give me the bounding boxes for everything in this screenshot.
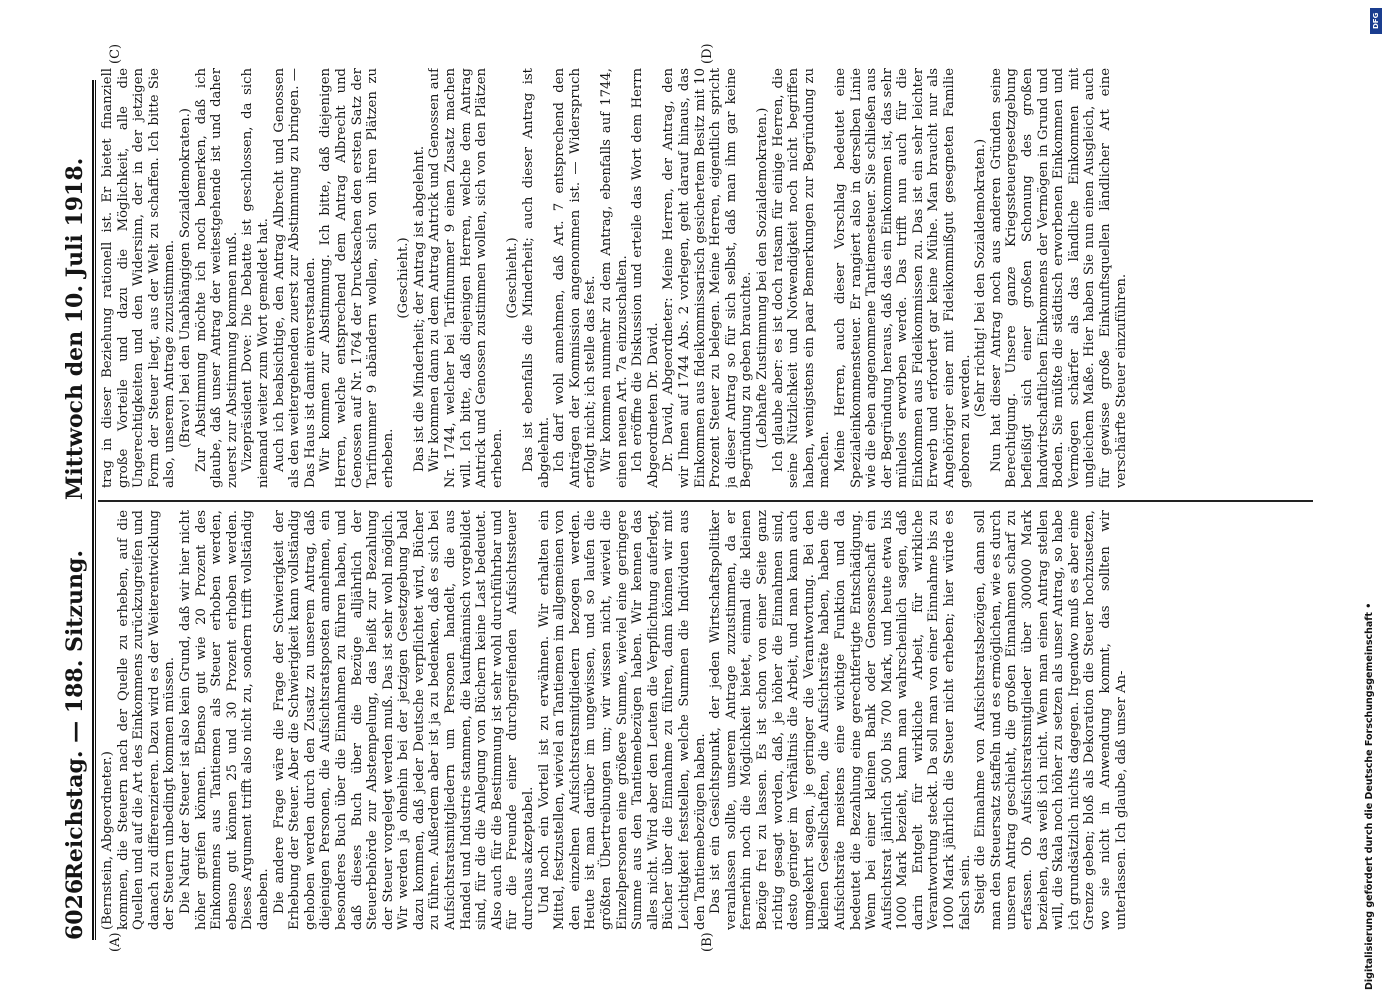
- paragraph: Nun hat dieser Antrag noch aus anderen Gründen seine Berechtigung. Unsere ganze Kriegssteuergesetzgebung befleißigt sich einer großen Schonung des großen landwirtschaftlichen Einkommens der Vermögen in Grund und Boden. Sie müßte die städtisch erworbenen Einkommen und Vermögen schärfer als das ländliche Einkommen mit ungleichem Maße. Hier haben Sie nun einen Ausgleich, auch für gewisse große Einkunftsquellen ländlicher Art eine verschärfte Steuer einzuführen.: [988, 68, 1129, 488]
- paragraph: Wir kommen dann zu dem Antrag Antrick und Genossen auf Nr. 1744, welcher bei Tarifnummer 9 einen Zusatz machen will. Ich bitte, daß diejenigen Herren, welche dem Antrag Antrick und Genossen zustimmen wollen, sich von den Plätzen erheben.: [427, 68, 505, 488]
- margin-marker-a: (A): [108, 932, 123, 952]
- margin-marker-c: (C): [108, 43, 123, 64]
- interjection: (Geschieht.): [505, 237, 521, 319]
- interjection: (Lebhafte Zustimmung bei den Sozialdemokraten.): [754, 107, 770, 449]
- left-column: [100, 510, 1310, 930]
- paragraph: Auch ich beabsichtige, den Antrag Albrecht und Genossen als den weitergehenden zuerst zur Abstimmung zu bringen. — Das Haus ist damit einverstanden.: [271, 68, 318, 488]
- page-number: 6026: [62, 878, 88, 940]
- paragraph: Ich darf wohl annehmen, daß Art. 7 entsprechend den Anträgen der Kommission angenommen ist. — Widerspruch erfolgt nicht; ich stelle das fest.: [552, 68, 599, 488]
- paragraph: Ich eröffne die Diskussion und erteile das Wort dem Herrn Abgeordneten Dr. David.: [630, 68, 661, 488]
- paragraph: Das ist die Minderheit; der Antrag ist abgelehnt.: [411, 145, 427, 472]
- interjection: (Geschieht.): [396, 237, 412, 319]
- dfg-logo-icon: DFG: [1370, 8, 1382, 34]
- paragraph: Meine Herren, auch dieser Vorschlag bedeutet eine Spezialeinkommensteuer. Er rangiert also in derselben Linie wie die eben angenommene Tantiemesteuer. Sie schließen aus der Begründung heraus, daß das ein Einkommen ist, das sehr mühelos erworben werde. Das trifft nun auch für die Einkommen aus Fideikommissen zu. Das ist ein sehr leichter Erwerb und erfordert gar keine Mühe. Man braucht nur als Angehöriger einer mit Fideikommißgut gesegneten Familie geboren zu werden.: [832, 68, 973, 488]
- speaker-running-head: (Bernstein, Abgeordneter.): [100, 751, 115, 930]
- paragraph: Vizepräsident Dove: Die Debatte ist geschlossen, da sich niemand weiter zum Wort gemeldet hat.: [240, 68, 271, 488]
- header-rule: [95, 80, 96, 940]
- paragraph: Dr. David, Abgeordneter: Meine Herren, der Antrag, den wir Ihnen auf 1744 Abs. 2 vorlegen, geht darauf hinaus, das Einkommen aus fideikommissarisch gesichertem Besitz mit 10 Prozent Steuer zu belegen. Meine Herren, eigentlich spricht ja dieser Antrag so für sich selbst, daß man ihm gar keine Begründung zu geben brauchte.: [661, 68, 755, 488]
- paragraph: Wir kommen nunmehr zu dem Antrag, ebenfalls auf 1744, einen neuen Art. 7a einzuschalten.: [599, 68, 630, 488]
- paragraph: Ich glaube aber: es ist doch ratsam für einige Herren, die seine Nützlichkeit und Notwendigkeit noch nicht begriffen haben, wenigstens ein paar Bemerkungen zur Begründung zu machen.: [770, 68, 833, 488]
- margin-marker-b: (B): [700, 932, 715, 952]
- paragraph: Steigt die Einnahme von Aufsichtsratsbezügen, dann soll man den Steuersatz staffeln und es ermöglichen, wie es durch unseren Antrag geschieht, die großen Einnahmen scharf zu erfassen. Ob Aufsichtsratsmitglieder über 300000 Mark beziehen, das weiß ich nicht. Wenn man einen Antrag stellen will, die Skala noch höher zu setzen als unser Antrag, so habe ich grundsätzlich nichts dagegen. Irgendwo muß es aber eine Grenze geben; bloß als Dekoration die Steuer hochzusetzen, wo sie nicht in Anwendung kommt, das sollten wir unterlassen. Ich glaube, daß unser An-: [973, 510, 1129, 930]
- right-column: [100, 68, 1310, 488]
- paragraph: trag in dieser Beziehung rationell ist. Er bietet finanziell große Vorteile und dazu die Möglichkeit, alle die Ungerechtigkeiten und den Widersinn, der in der jetzigen Form der Steuer liegt, aus der Welt zu schaffen. Ich bitte Sie also, unserem Antrage zuzustimmen.: [100, 68, 178, 488]
- paragraph: Wir kommen zur Abstimmung. Ich bitte, daß diejenigen Herren, welche entsprechend dem Antrag Albrecht und Genossen auf Nr. 1764 der Drucksachen den ersten Satz der Tarifnummer 9 abändern wollen, sich von ihren Plätzen zu erheben.: [318, 68, 396, 488]
- digitization-credit: [1364, 10, 1380, 990]
- credit-text: Digitalisierung gefördert durch die Deutsche Forschungsgemeinschaft •: [1364, 602, 1375, 990]
- paragraph: Und noch ein Vorteil ist zu erwähnen. Wir erhalten ein Mittel, festzustellen, wieviel an Tantiemen im allgemeinen von den einzelnen Aufsichtsratsmitgliedern bezogen werden. Heute ist man darüber im ungewissen, und so laufen die größten Übertreibungen um; wir wissen nicht, wieviel die Einzelpersonen eine größere Summe, wieviel eine geringere Summe aus den Tantiemebezügen haben. Wir kennen das alles nicht. Wird aber den Leuten die Verpflichtung auferlegt, Bücher über die Einnahme zu führen, dann können wir mit Leichtigkeit feststellen, welche Summen die Individuen aus den Tantiemebezügen haben.: [536, 510, 708, 930]
- paragraph: Das ist ein Gesichtspunkt, der jeden Wirtschaftspolitiker veranlassen sollte, unserem Antrage zuzustimmen, da er fernerhin noch die Möglichkeit bietet, einmal die kleinen Bezüge frei zu lassen. Es ist schon von einer Seite ganz richtig gesagt worden, daß, je höher die Einnahmen sind, desto geringer im Verhältnis die Arbeit, und man kann auch umgekehrt sagen, je geringer die Verantwortung. Bei den kleinen Gesellschaften, die Aufsichtsräte haben, haben die Aufsichtsräte meistens eine wichtige Funktion und da bedeutet die Bezahlung eine gerechtfertigte Entschädigung. Wenn bei einer kleinen Bank oder Genossenschaft ein Aufsichtsrat jährlich 500 bis 700 Mark, und heute etwa bis 1000 Mark bezieht, kann man wahrscheinlich sagen, daß darin Entgelt für wirkliche Arbeit, für wirkliche Verantwortung steckt. Da soll man von einer Einnahme bis zu 1000 Mark jährlich die Steuer nicht erheben; hier würde es falsch sein.: [708, 510, 973, 930]
- paragraph: Das ist ebenfalls die Minderheit; auch dieser Antrag ist abgelehnt.: [521, 68, 552, 488]
- page-header: [62, 80, 94, 940]
- interjection: (Sehr richtig! bei den Sozialdemokraten.): [973, 138, 989, 418]
- session-title: Reichstag. — 188. Sitzung.: [62, 550, 88, 881]
- paragraph: Die andere Frage wäre die Frage der Schwierigkeit der Erhebung der Steuer. Aber die Schwierigkeit kann vollständig gehoben werden durch den Zusatz zu unserem Antrag, daß diejenigen Personen, die Aufsichtsratsposten annehmen, ein besonderes Buch über die Einnahmen zu führen haben, und daß dieses Buch über die Bezüge alljährlich der Steuerbehörde zur Abstempelung, das heißt zur Bezahlung der Steuer vorgelegt werden muß. Das ist sehr wohl möglich. Wir werden ja ohnehin bei der jetzigen Gesetzgebung bald dazu kommen, daß jeder Deutsche verpflichtet wird, Bücher zu führen. Außerdem aber ist ja zu bedenken, daß es sich bei Aufsichtsratsmitgliedern um Personen handelt, die aus Handel und Industrie stammen, die kaufmännisch vorgebildet sind, für die die Anlegung von Büchern keine Last bedeutet. Also auch für die Bestimmung ist sehr wohl durchführbar und für die Freunde einer durchgreifenden Aufsichtssteuer durchaus akzeptabel.: [271, 510, 537, 930]
- interjection: (Bravo! bei den Unabhängigen Sozialdemokraten.): [177, 108, 193, 448]
- paragraph: Zur Abstimmung möchte ich noch bemerken, daß ich glaube, daß unser Antrag der weitestgehende ist und daher zuerst zur Abstimmung kommen muß.: [193, 68, 240, 488]
- column-divider: [98, 500, 1313, 502]
- paragraph: kommen, die Steuern nach der Quelle zu erheben, auf die Quellen und auf die Art des Einkommens zurückzugreifen und danach zu differenzieren. Dazu wird es der Weiterentwicklung der Steuern unbedingt kommen müssen.: [115, 510, 178, 930]
- margin-marker-d: (D): [700, 43, 715, 64]
- session-date: Mittwoch den 10. Juli 1918.: [62, 157, 88, 500]
- paragraph: Die Natur der Steuer ist also kein Grund, daß wir hier nicht höher greifen können. Ebenso gut wie 20 Prozent des Einkommens aus Tantiemen als Steuer erhoben werden, ebenso gut können 25 und 30 Prozent erhoben werden. Dieses Argument trifft also nicht zu, sondern trifft vollständig daneben.: [177, 510, 271, 930]
